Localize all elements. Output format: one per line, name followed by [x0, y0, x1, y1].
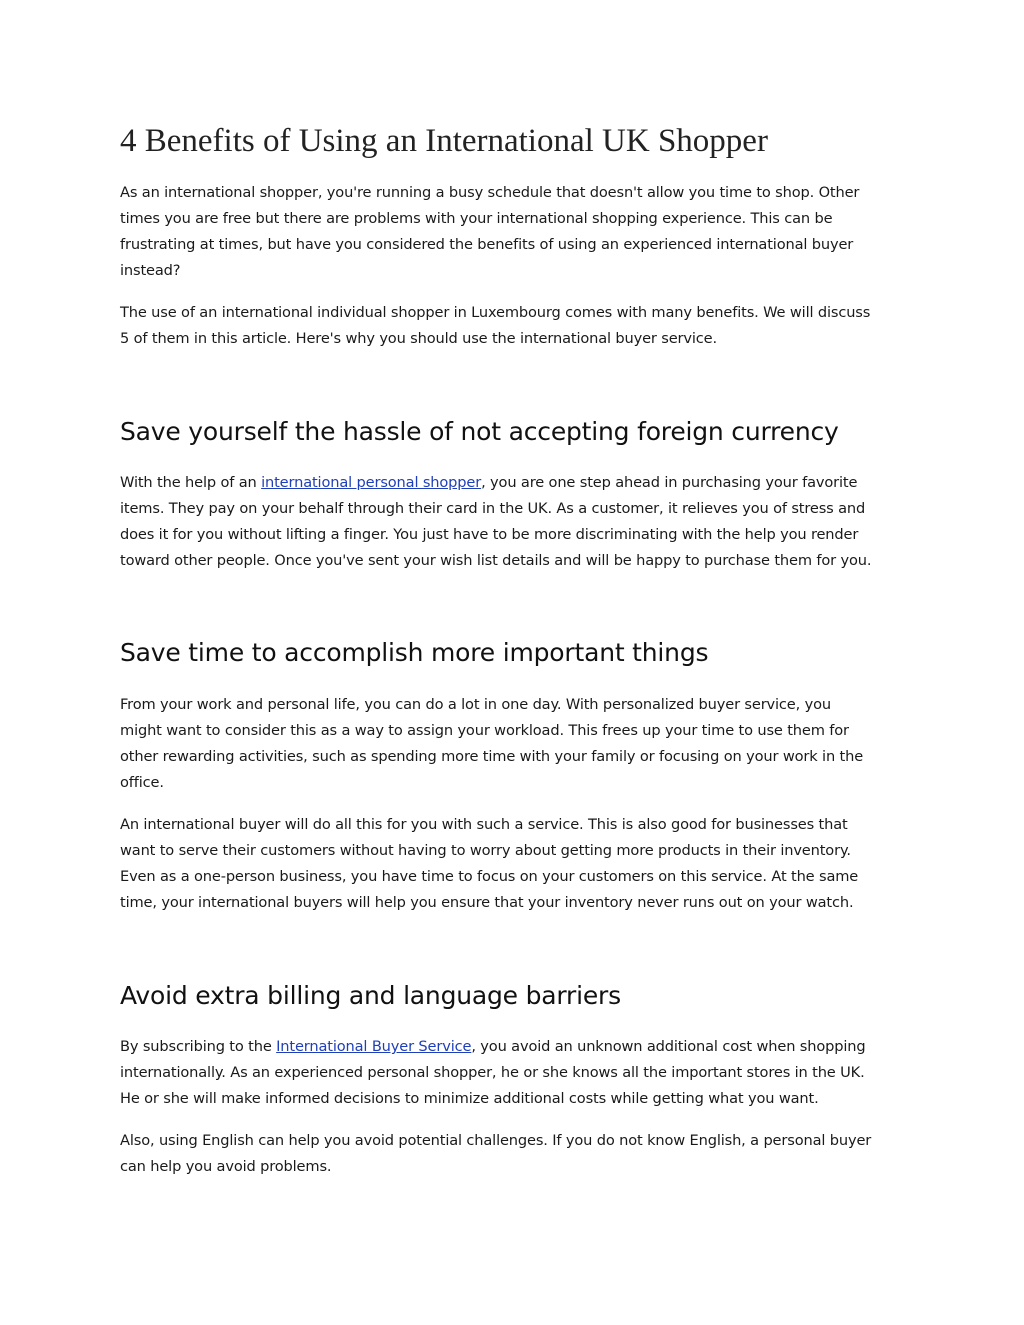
section3-paragraph-1: [120, 1034, 920, 1112]
text-line: frustrating at times, but have you considered the benefits of using an experienced international buyer: [120, 236, 854, 253]
text-line: As an international shopper, you're running a busy schedule that doesn't allow you time to shop. Other: [120, 184, 860, 201]
text-line: He or she will make informed decisions to minimize additional costs while getting what you want.: [120, 1090, 819, 1107]
international-personal-shopper-link[interactable]: international personal shopper: [261, 474, 482, 491]
international-buyer-service-link[interactable]: International Buyer Service: [276, 1038, 472, 1055]
text-fragment: By subscribing to the: [120, 1038, 277, 1055]
section-heading-save-time: Save time to accomplish more important things: [120, 638, 709, 667]
intro-paragraph-1: [120, 180, 920, 284]
text-line: [120, 1034, 920, 1060]
text-line: items. They pay on your behalf through their card in the UK. As a customer, it relieves you of stress and: [120, 500, 866, 517]
text-line: office.: [120, 774, 164, 791]
text-line: might want to consider this as a way to assign your workload. This frees up your time to use them for: [120, 722, 849, 739]
intro-paragraph-2: [120, 300, 920, 352]
section1-paragraph: [120, 470, 920, 574]
text-line: can help you avoid problems.: [120, 1158, 332, 1175]
text-line: From your work and personal life, you can do a lot in one day. With personalized buyer service, you: [120, 696, 831, 713]
text-line: other rewarding activities, such as spending more time with your family or focusing on your work in the: [120, 748, 864, 765]
text-line: does it for you without lifting a finger. You just have to be more discriminating with the help you render: [120, 526, 859, 543]
text-fragment: , you are one step ahead in purchasing your favorite: [481, 474, 858, 491]
text-line: An international buyer will do all this for you with such a service. This is also good for businesses that: [120, 816, 848, 833]
section-heading-currency: Save yourself the hassle of not accepting foreign currency: [120, 417, 839, 446]
text-line: Also, using English can help you avoid potential challenges. If you do not know English, a personal buyer: [120, 1132, 872, 1149]
section2-paragraph-1: [120, 692, 920, 796]
text-fragment: With the help of an: [120, 474, 262, 491]
text-line: [120, 470, 920, 496]
text-fragment: , you avoid an unknown additional cost when shopping: [471, 1038, 866, 1055]
text-line: times you are free but there are problems with your international shopping experience. This can be: [120, 210, 833, 227]
section2-paragraph-2: [120, 812, 920, 916]
text-line: internationally. As an experienced personal shopper, he or she knows all the important stores in the UK.: [120, 1064, 865, 1081]
text-line: toward other people. Once you've sent your wish list details and will be happy to purchase them for you.: [120, 552, 872, 569]
text-line: 5 of them in this article. Here's why you should use the international buyer service.: [120, 330, 717, 347]
page-title: 4 Benefits of Using an International UK Shopper: [120, 123, 768, 159]
text-line: time, your international buyers will help you ensure that your inventory never runs out on your watch.: [120, 894, 854, 911]
text-line: Even as a one-person business, you have time to focus on your customers on this service. At the same: [120, 868, 859, 885]
text-line: instead?: [120, 262, 181, 279]
section-heading-billing-language: Avoid extra billing and language barriers: [120, 981, 621, 1010]
text-line: want to serve their customers without having to worry about getting more products in their inventory.: [120, 842, 851, 859]
text-line: The use of an international individual shopper in Luxembourg comes with many benefits. We will discuss: [120, 304, 871, 321]
section3-paragraph-2: [120, 1128, 920, 1180]
